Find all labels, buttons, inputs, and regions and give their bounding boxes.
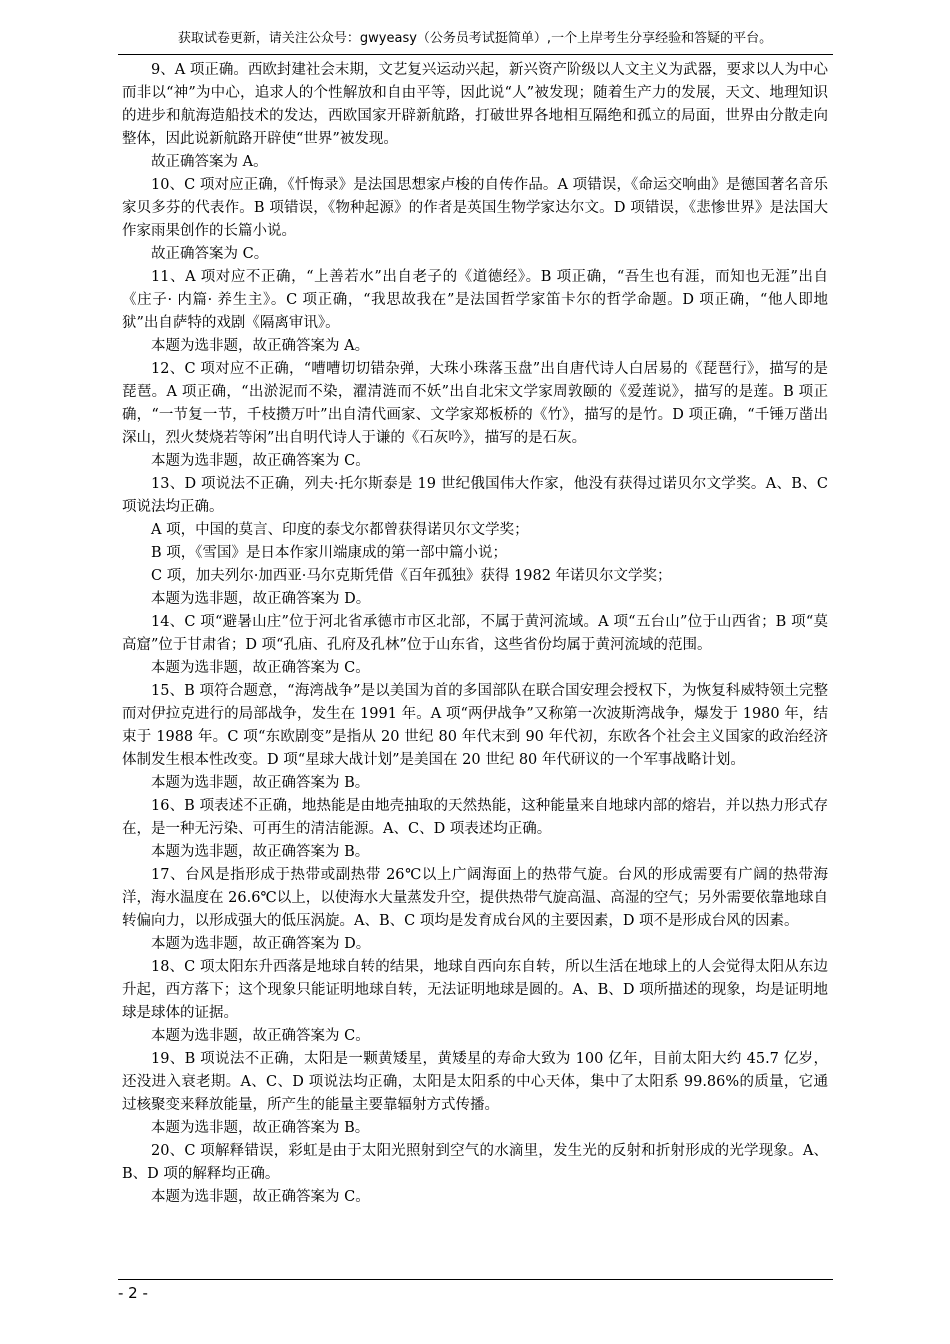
paragraph: 13、D 项说法不正确，列夫·托尔斯泰是 19 世纪俄国伟大作家，他没有获得过诺贝尔文学奖。A、B、C 项说法均正确。 [122,476,828,515]
paragraph: 20、C 项解释错误，彩虹是由于太阳光照射到空气的水滴里，发生光的反射和折射形成的光学现象。A、B、D 项的解释均正确。 [122,1143,828,1182]
page-header: 获取试卷更新，请关注公众号：gwyeasy（公务员考试挺简单）,一个上岸考生分享经验和答疑的平台。 [177,31,773,46]
paragraph: 18、C 项太阳东升西落是地球自转的结果，地球自西向东自转，所以生活在地球上的人会觉得太阳从东边升起，西方落下；这个现象只能证明地球自转，无法证明地球是圆的。A、B、D 项所描述的现象，均是证明地球是球体的证据。 [122,959,828,1021]
paragraph: A 项，中国的莫言、印度的泰戈尔都曾获得诺贝尔文学奖； [151,522,529,538]
paragraph: B 项，《雪国》是日本作家川端康成的第一部中篇小说； [151,545,508,561]
paragraph: 15、B 项符合题意，“海湾战争”是以美国为首的多国部队在联合国安理会授权下，为恢复科威特领土完整而对伊拉克进行的局部战争，发生在 1991 年。A 项“两伊战争”又称第一次波斯湾战争，爆发于 1980 年，结束于 1988 年。C 项“东欧剧变”是指从 20 世纪 80 年代末到 90 年代初，东欧各个社会主义国家的政治经济体制发生根本性改变。D 项“星球大战计划”是美国在 20 世纪 80 年代研议的一个军事战略计划。 [122,683,828,768]
paragraph: 17、台风是指形成于热带或副热带 26℃以上广阔海面上的热带气旋。台风的形成需要有广阔的热带海洋，海水温度在 26.6℃以上，以使海水大量蒸发升空，提供热带气旋高温、高湿的空气；另外需要依靠地球自转偏向力，以形成强大的低压涡旋。A、B、C 项均是发育成台风的主要因素，D 项不是形成台风的因素。 [122,867,828,929]
paragraph: C 项，加夫列尔·加西亚·马尔克斯凭借《百年孤独》获得 1982 年诺贝尔文学奖； [151,568,672,584]
paragraph: 本题为选非题，故正确答案为 A。 [151,338,370,354]
paragraph: 故正确答案为 A。 [151,154,268,170]
paragraph: 本题为选非题，故正确答案为 C。 [151,453,370,469]
footer-divider [118,1279,833,1280]
paragraph: 本题为选非题，故正确答案为 D。 [151,936,371,952]
paragraph: 本题为选非题，故正确答案为 C。 [151,1028,370,1044]
paragraph: 故正确答案为 C。 [151,246,269,262]
paragraph: 本题为选非题，故正确答案为 B。 [151,1120,370,1136]
paragraph: 11、A 项对应不正确，“上善若水”出自老子的《道德经》。B 项正确，“吾生也有涯，而知也无涯”出自《庄子· 内篇· 养生主》。C 项正确，“我思故我在”是法国哲学家笛卡尔的哲学命题。D 项正确，“他人即地狱”出自萨特的戏剧《隔离审讯》。 [122,269,828,331]
paragraph: 本题为选非题，故正确答案为 C。 [151,1189,370,1205]
paragraph: 本题为选非题，故正确答案为 B。 [151,775,370,791]
paragraph: 10、C 项对应正确，《忏悔录》是法国思想家卢梭的自传作品。A 项错误，《命运交响曲》是德国著名音乐家贝多芬的代表作。B 项错误，《物种起源》的作者是英国生物学家达尔文。D 项错误，《悲惨世界》是法国大作家雨果创作的长篇小说。 [122,177,828,239]
paragraph: 本题为选非题，故正确答案为 B。 [151,844,370,860]
paragraph: 14、C 项“避暑山庄”位于河北省承德市市区北部，不属于黄河流域。A 项“五台山”位于山西省；B 项“莫高窟”位于甘肃省；D 项“孔庙、孔府及孔林”位于山东省，这些省份均属于黄河流域的范围。 [122,614,828,653]
page-number: - 2 - [118,1284,148,1302]
paragraph: 12、C 项对应不正确，“嘈嘈切切错杂弹，大珠小珠落玉盘”出自唐代诗人白居易的《琵琶行》，描写的是琵琶。A 项正确，“出淤泥而不染，濯清涟而不妖”出自北宋文学家周敦颐的《爱莲说》，描写的是莲。B 项正确，“一节复一节，千枝攒万叶”出自清代画家、文学家郑板桥的《竹》，描写的是竹。D 项正确，“千锤万凿出深山，烈火焚烧若等闲”出自明代诗人于谦的《石灰吟》，描写的是石灰。 [122,361,828,446]
paragraph: 16、B 项表述不正确，地热能是由地壳抽取的天然热能，这种能量来自地球内部的熔岩，并以热力形式存在，是一种无污染、可再生的清洁能源。A、C、D 项表述均正确。 [122,798,828,837]
paragraph: 本题为选非题，故正确答案为 C。 [151,660,370,676]
header-divider [118,54,833,55]
answer-explanations [122,59,828,1209]
paragraph: 19、B 项说法不正确，太阳是一颗黄矮星，黄矮星的寿命大致为 100 亿年，目前太阳大约 45.7 亿岁，还没进入衰老期。A、C、D 项说法均正确，太阳是太阳系的中心天体，集中了太阳系 99.86%的质量，它通过核聚变来释放能量，所产生的能量主要靠辐射方式传播。 [122,1051,828,1113]
paragraph: 本题为选非题，故正确答案为 D。 [151,591,371,607]
paragraph: 9、A 项正确。西欧封建社会末期，文艺复兴运动兴起，新兴资产阶级以人文主义为武器，要求以人为中心而非以“神”为中心，追求人的个性解放和自由平等，因此说“人”被发现；随着生产力的发展，天文、地理知识的进步和航海造船技术的发达，西欧国家开辟新航路，打破世界各地相互隔绝和孤立的局面，世界由分散走向整体，因此说新航路开辟使“世界”被发现。 [122,62,828,147]
